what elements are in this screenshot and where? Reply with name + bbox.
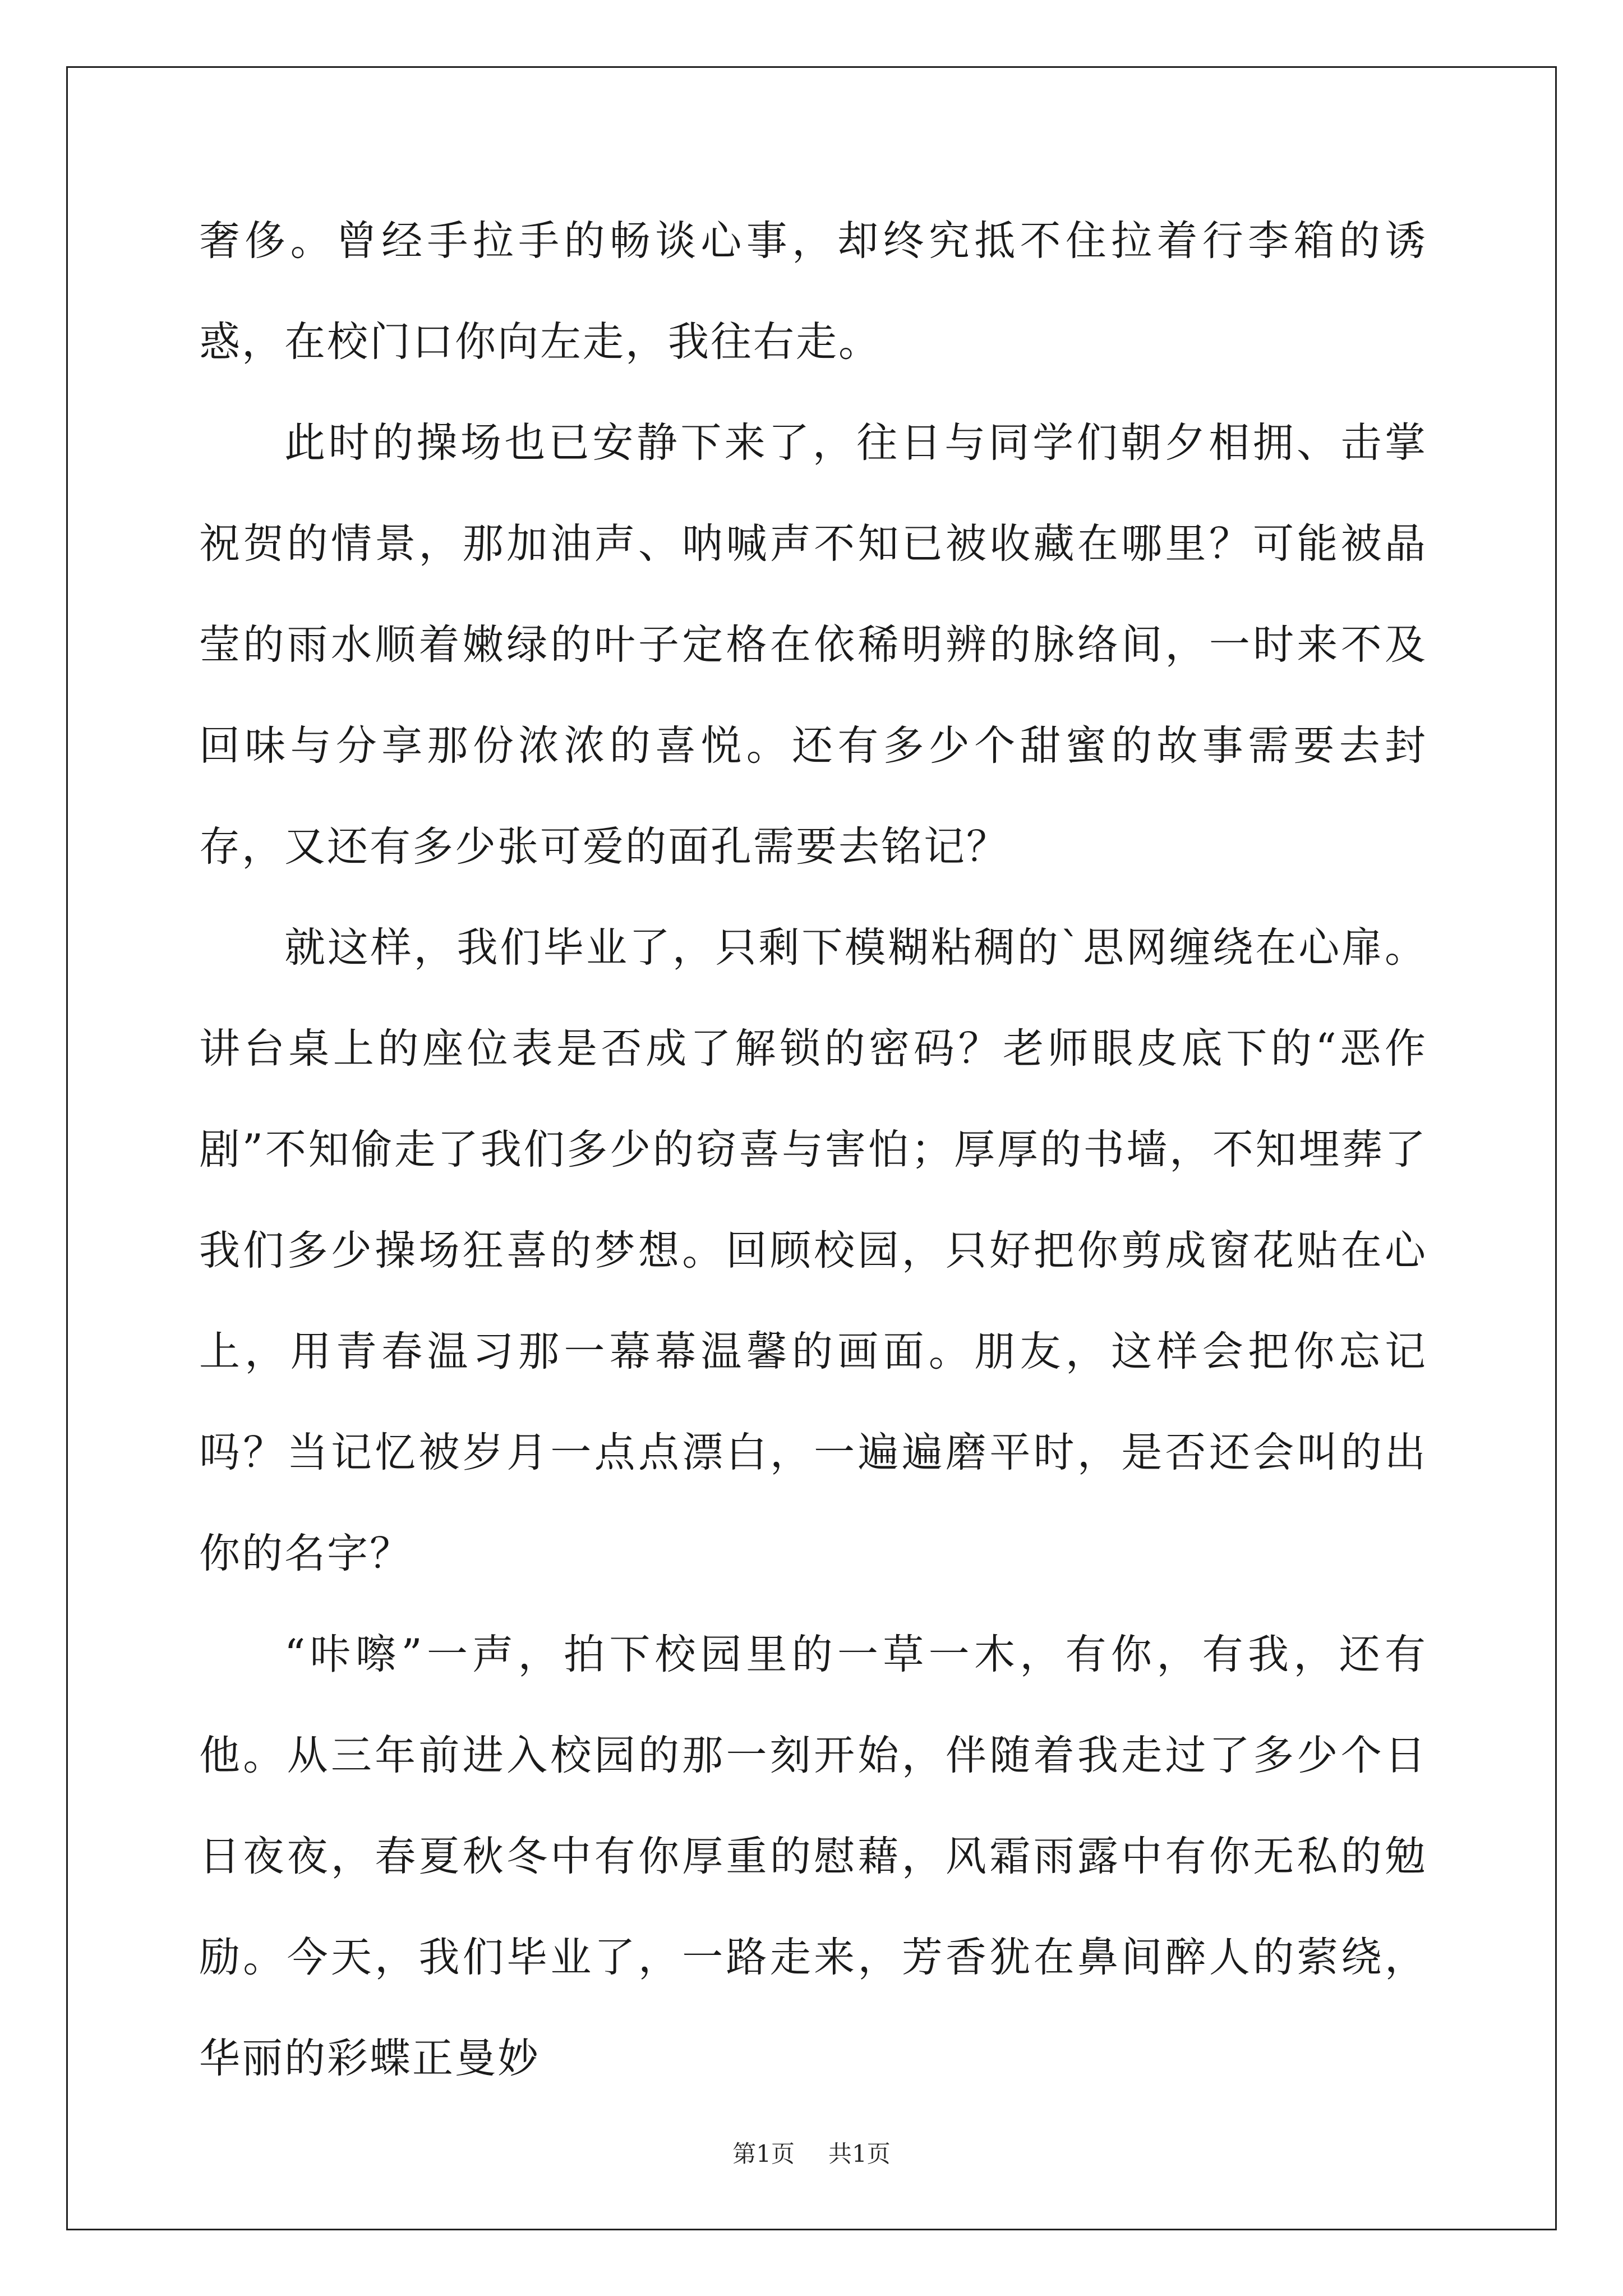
text-line: 桌上的座位表是否成了解锁的密码？老师眼皮底下的“恶作剧”不知 bbox=[199, 1025, 1428, 1174]
text-line: 就这样，我们毕业了，只剩下模糊粘稠的`思网缠绕在心扉。讲台 bbox=[199, 924, 1427, 1073]
document-body bbox=[199, 191, 1427, 2109]
page-footer bbox=[0, 2137, 1623, 2171]
text-line: “咔嚓”一声，拍下校园里的一草一木，有你，有我，还有他。 bbox=[199, 1631, 1427, 1779]
page-number: 第1页 bbox=[732, 2140, 795, 2168]
text-line: 那一幕幕温馨的画面。朋友，这样会把你忘记吗？当记忆被岁月一点 bbox=[199, 1328, 1428, 1476]
text-line: 此时的操场也已安静下来了，往日与同学们朝夕相拥、击掌祝贺 bbox=[199, 419, 1427, 568]
paragraph-4 bbox=[199, 1604, 1427, 2109]
text-line: 们毕业了，一路走来，芳香犹在鼻间醉人的萦绕，华丽的彩蝶正曼妙 bbox=[199, 1934, 1428, 2082]
paragraph-1 bbox=[199, 191, 1427, 393]
text-line: 点漂白，一遍遍磨平时，是否还会叫的出你的名字？ bbox=[199, 1429, 1428, 1577]
text-line: 从三年前进入校园的那一刻开始，伴随着我走过了多少个日日夜夜， bbox=[199, 1732, 1427, 1880]
text-line: 份浓浓的喜悦。还有多少个甜蜜的故事需要去封存，又还有多少张可 bbox=[199, 722, 1428, 871]
text-line: 场狂喜的梦想。回顾校园，只好把你剪成窗花贴在心上，用青春温习 bbox=[199, 1227, 1428, 1375]
text-line: 顺着嫩绿的叶子定格在依稀明辨的脉络间，一时来不及回味与分享那 bbox=[199, 621, 1428, 770]
text-line: 爱的面孔需要去铭记？ bbox=[583, 823, 1009, 871]
text-line: 的情景，那加油声、呐喊声不知已被收藏在哪里？可能被晶莹的雨水 bbox=[199, 520, 1427, 669]
paragraph-2 bbox=[199, 393, 1427, 898]
paragraph-3 bbox=[199, 898, 1427, 1604]
text-line: 校门口你向左走，我往右走。 bbox=[327, 318, 881, 366]
text-line: 奢侈。曾经手拉手的畅谈心事，却终究抵不住拉着行李箱的诱惑，在 bbox=[199, 217, 1427, 366]
text-line: 偷走了我们多少的窃喜与害怕；厚厚的书墙，不知埋葬了我们多少操 bbox=[199, 1126, 1427, 1274]
page-total: 共1页 bbox=[828, 2140, 891, 2168]
text-line: 春夏秋冬中有你厚重的慰藉，风霜雨露中有你无私的勉励。今天，我 bbox=[199, 1833, 1428, 1981]
